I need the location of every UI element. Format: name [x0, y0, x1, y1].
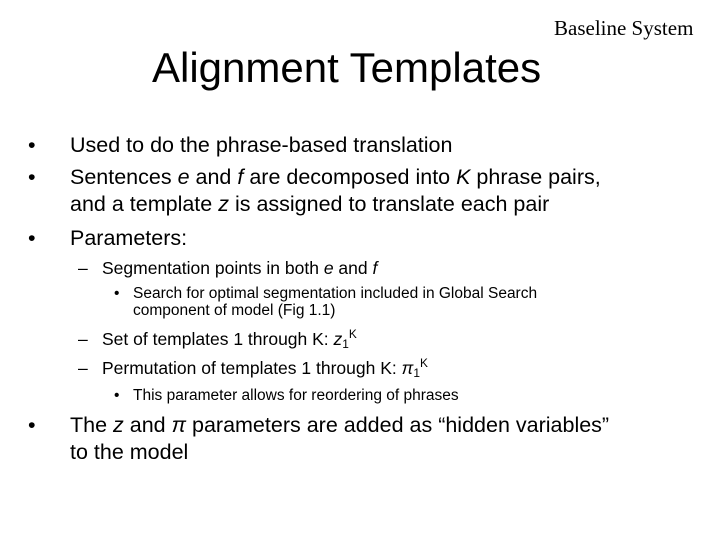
variable-z: z: [113, 413, 124, 437]
sub-bullet-marker: –: [78, 329, 88, 349]
bullet-4-line-2: to the model: [70, 440, 189, 464]
variable-e: e: [177, 165, 190, 189]
sub-bullet-1-text: Segmentation points in both e and f: [102, 258, 378, 278]
variable-pi: π: [401, 358, 414, 378]
variable-z: z: [218, 192, 229, 216]
subsub-bullet-marker: •: [114, 387, 120, 404]
bullet-marker: •: [28, 413, 36, 437]
bullet-1-text: Used to do the phrase-based translation: [70, 133, 453, 157]
bullet-marker: •: [28, 133, 36, 157]
bullet-marker: •: [28, 226, 36, 250]
sub-bullet-marker: –: [78, 258, 88, 278]
variable-pi: π: [171, 413, 187, 437]
subscript: 1: [342, 336, 349, 351]
superscript: K: [348, 326, 357, 341]
sub-bullet-3-text: Permutation of templates 1 through K: $\pi_1^K$: [102, 355, 428, 380]
variable-f: f: [372, 258, 378, 278]
corner-label: Baseline System: [554, 16, 694, 40]
variable-k: K: [456, 165, 471, 189]
subsub-bullet-1-line-2: component of model (Fig 1.1): [133, 302, 336, 319]
subsub-bullet-1-line-1: Search for optimal segmentation included in Global Search: [133, 285, 538, 302]
sub-bullet-2-text: Set of templates 1 through K: $z_1^K$: [102, 326, 357, 351]
slide-title: Alignment Templates: [152, 44, 542, 91]
bullet-4-line-1: The z and π parameters are added as “hidden variables”: [70, 413, 610, 437]
variable-z: z: [333, 329, 343, 349]
superscript: K: [419, 355, 428, 370]
bullet-2-line-2: and a template z is assigned to translate each pair: [70, 192, 550, 216]
subscript: 1: [413, 365, 420, 380]
bullet-marker: •: [28, 165, 36, 189]
variable-e: e: [323, 258, 334, 278]
variable-f: f: [237, 165, 244, 189]
sub-bullet-marker: –: [78, 358, 88, 378]
subsub-bullet-2-text: This parameter allows for reordering of phrases: [133, 387, 459, 404]
bullet-2-line-1: Sentences e and f are decomposed into K phrase pairs,: [70, 165, 601, 189]
subsub-bullet-marker: •: [114, 285, 120, 302]
bullet-3-text: Parameters:: [70, 226, 188, 250]
